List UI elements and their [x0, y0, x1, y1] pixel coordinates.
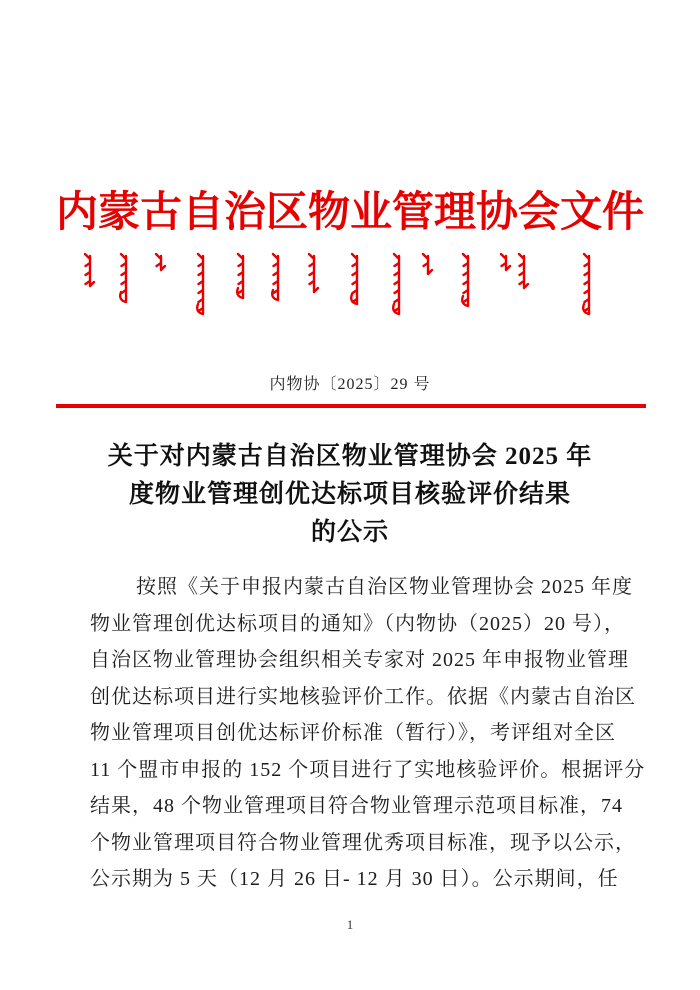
doc-title-line-3: 的公示 [310, 519, 389, 546]
doc-title [70, 438, 630, 552]
body-line: 11 个盟市申报的 152 个项目进行了实地核验评价。根据评分 [90, 758, 646, 781]
page-number: 1 [346, 917, 354, 932]
doc-number: 内物协〔2025〕29 号 [269, 376, 431, 393]
red-divider-line [56, 404, 646, 408]
body-line: 公示期为 5 天（12 月 26 日- 12 月 30 日）。公示期间，任 [90, 868, 619, 890]
doc-body-paragraph [90, 570, 646, 899]
doc-title-line-2: 度物业管理创优达标项目核验评价结果 [128, 481, 571, 508]
org-title: 内蒙古自治区物业管理协会文件 [55, 190, 644, 236]
mongolian-script-graphic [0, 250, 700, 316]
body-line: 创优达标项目进行实地核验评价工作。依据《内蒙古自治区 [90, 685, 636, 708]
doc-title-line-1: 关于对内蒙古自治区物业管理协会 2025 年 [107, 443, 593, 470]
body-line: 物业管理创优达标项目的通知》（内物协（2025）20 号）， [90, 612, 625, 635]
body-line: 自治区物业管理协会组织相关专家对 2025 年申报物业管理 [90, 649, 629, 671]
body-line: 按照《关于申报内蒙古自治区物业管理协会 2025 年度 [136, 576, 633, 598]
body-line: 结果，48 个物业管理项目符合物业管理示范项目标准，74 [90, 795, 623, 817]
body-line: 物业管理项目创优达标评价标准（暂行）》，考评组对全区 [90, 722, 616, 744]
body-line: 个物业管理项目符合物业管理优秀项目标准，现予以公示， [90, 831, 636, 854]
